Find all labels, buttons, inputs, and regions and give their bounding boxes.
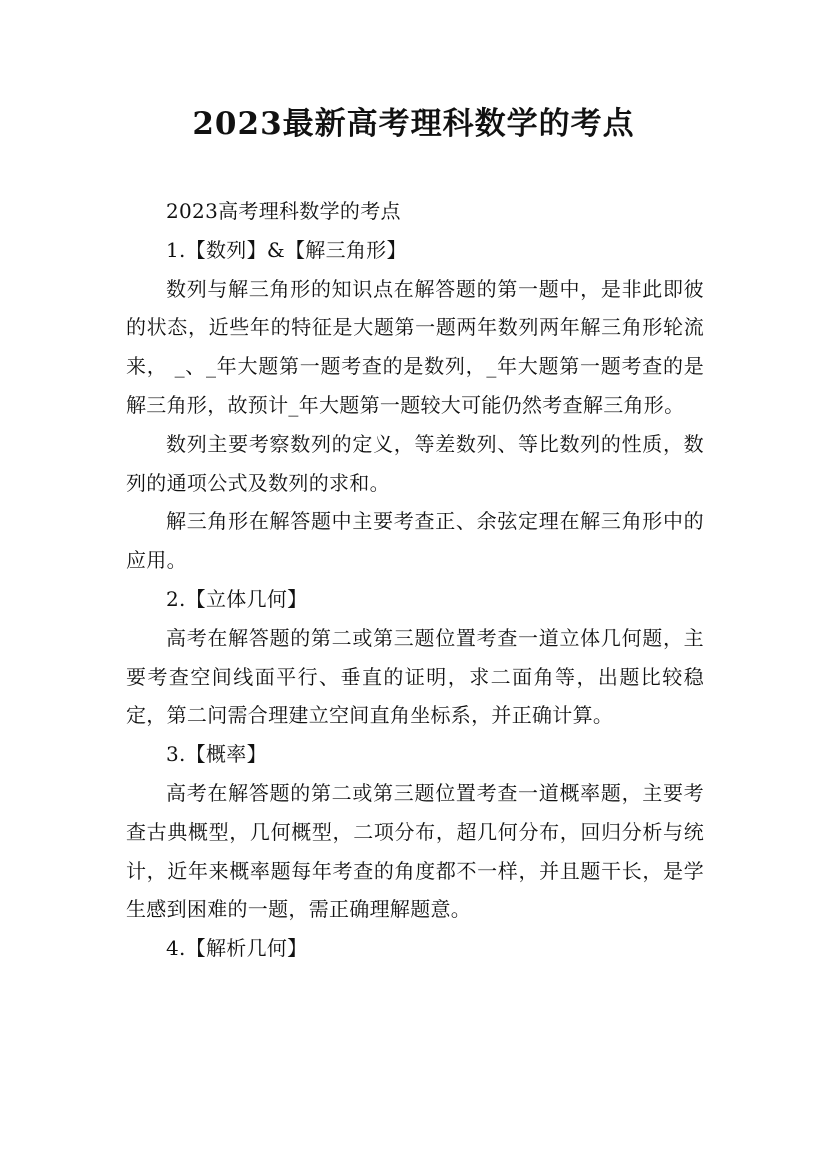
section-heading-4: 4.【解析几何】: [166, 936, 308, 961]
body-paragraph: 高考在解答题的第二或第三题位置考查一道概率题，主要考查古典概型，几何概型，二项分布，超几何分布，回归分析与统计，近年来概率题每年考查的角度都不一样，并且题干长，是学生感到困难的一题，需正确理解题意。: [126, 780, 704, 922]
section-heading-2: 2.【立体几何】: [166, 586, 308, 611]
body-paragraph: 数列主要考察数列的定义，等差数列、等比数列的性质，数列的通项公式及数列的求和。: [126, 431, 704, 495]
section-heading-1: 1.【数列】&【解三角形】: [166, 237, 407, 262]
body-paragraph: 数列与解三角形的知识点在解答题的第一题中，是非此即彼的状态，近些年的特征是大题第一题两年数列两年解三角形轮流来， _、_年大题第一题考查的是数列，_年大题第一题考查的是解三角形，故预计_年大题第一题较大可能仍然考查解三角形。: [126, 276, 704, 417]
body-paragraph: 解三角形在解答题中主要考查正、余弦定理在解三角形中的应用。: [126, 509, 704, 573]
page-title: 2023最新高考理科数学的考点: [192, 106, 635, 142]
section-heading-3: 3.【概率】: [166, 742, 267, 767]
subtitle-paragraph: 2023高考理科数学的考点: [166, 199, 401, 223]
body-paragraph: 高考在解答题的第二或第三题位置考查一道立体几何题，主要考查空间线面平行、垂直的证明，求二面角等，出题比较稳定，第二问需合理建立空间直角坐标系，并正确计算。: [126, 625, 704, 728]
document-body: [126, 192, 704, 968]
